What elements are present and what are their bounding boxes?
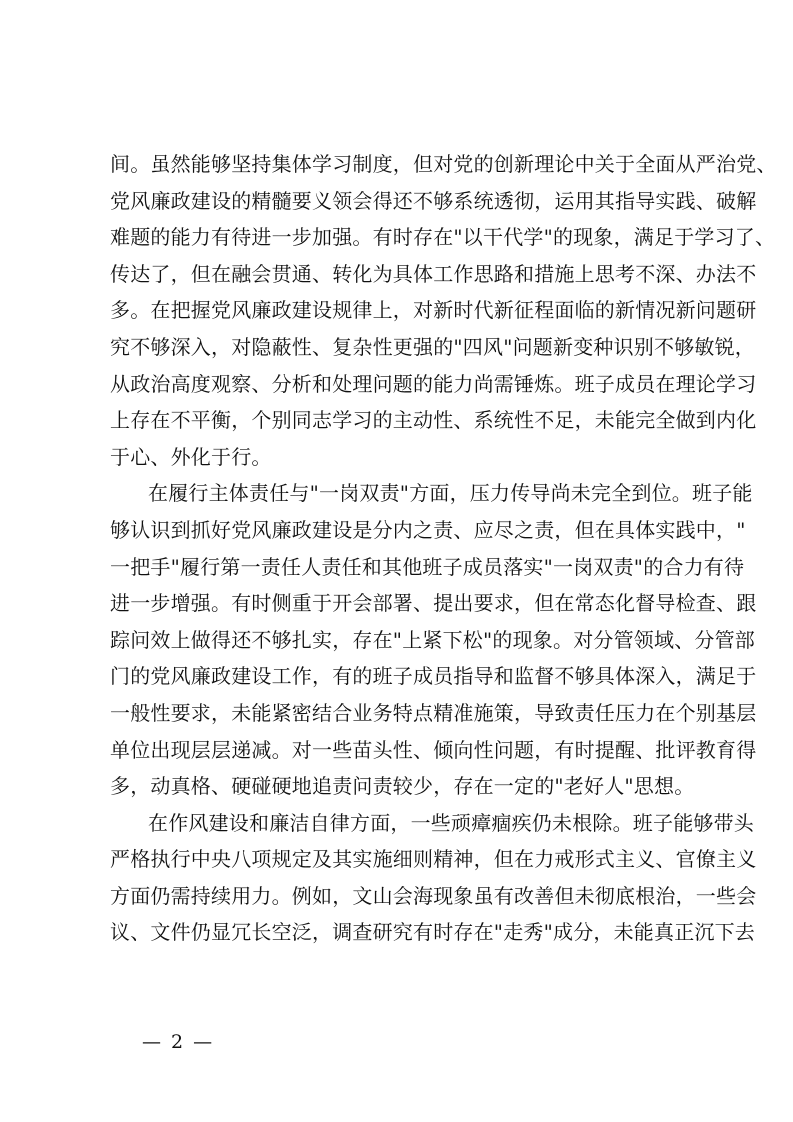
text-line: 议、文件仍显冗长空泛，调查研究有时存在"走秀"成分，未能真正沉下去 xyxy=(110,920,755,945)
text-line: 多，动真格、硬碰硬地追责问责较少，存在一定的"老好人"思想。 xyxy=(110,774,695,799)
text-line: 踪问效上做得还不够扎实，存在"上紧下松"的现象。对分管领域、分管部 xyxy=(110,627,755,652)
text-line: 单位出现层层递减。对一些苗头性、倾向性问题，有时提醒、批评教育得 xyxy=(110,737,757,762)
text-line: 间。虽然能够坚持集体学习制度，但对党的创新理论中关于全面从严治党、 xyxy=(110,152,777,176)
text-line: 从政治高度观察、分析和处理问题的能力尚需锤炼。班子成员在理论学习 xyxy=(110,371,757,396)
text-line: 一般性要求，未能紧密结合业务特点精准施策，导致责任压力在个别基层 xyxy=(110,700,757,725)
text-line: 门的党风廉政建设工作，有的班子成员指导和监督不够具体深入，满足于 xyxy=(110,664,757,689)
document-body xyxy=(110,146,777,951)
text-line: 传达了，但在融会贯通、转化为具体工作思路和措施上思考不深、办法不 xyxy=(110,261,757,286)
text-line: 多。在把握党风廉政建设规律上，对新时代新征程面临的新情况新问题研 xyxy=(110,298,757,323)
text-line: 严格执行中央八项规定及其实施细则精神，但在力戒形式主义、官僚主义 xyxy=(110,847,757,872)
paragraph-first-line: 在作风建设和廉洁自律方面，一些顽瘴痼疾仍未根除。班子能够带头 xyxy=(148,810,754,835)
text-line: 进一步增强。有时侧重于开会部署、提出要求，但在常态化督导检查、跟 xyxy=(110,591,757,616)
text-line: 上存在不平衡，个别同志学习的主动性、系统性不足，未能完全做到内化 xyxy=(110,408,757,433)
page-number: — 2 — xyxy=(142,1031,215,1053)
text-line: 方面仍需持续用力。例如，文山会海现象虽有改善但未彻底根治，一些会 xyxy=(110,883,757,908)
text-line: 难题的能力有待进一步加强。有时存在"以干代学"的现象，满足于学习了、 xyxy=(110,225,776,250)
text-line: 够认识到抓好党风廉政建设是分内之责、应尽之责，但在具体实践中，" xyxy=(110,517,746,542)
paragraph-first-line: 在履行主体责任与"一岗双责"方面，压力传导尚未完全到位。班子能 xyxy=(148,481,753,506)
text-line: 一把手"履行第一责任人责任和其他班子成员落实"一岗双责"的合力有待 xyxy=(110,554,745,579)
text-line: 究不够深入，对隐蔽性、复杂性更强的"四风"问题新变种识别不够敏锐， xyxy=(110,334,755,359)
text-line: 于心、外化于行。 xyxy=(110,444,272,469)
text-line: 党风廉政建设的精髓要义领会得还不够系统透彻，运用其指导实践、破解 xyxy=(110,188,757,213)
